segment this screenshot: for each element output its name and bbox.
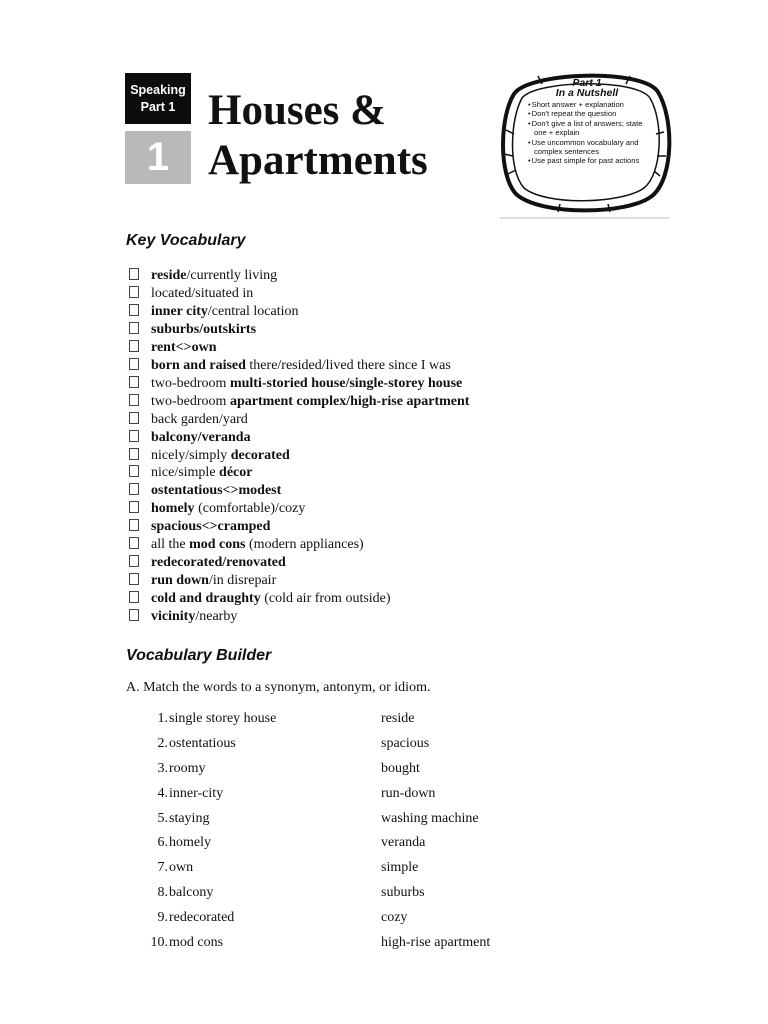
match-number: 1.	[157, 711, 168, 726]
match-option: high-rise apartment	[381, 935, 491, 951]
vocab-text: located/situated in	[151, 285, 254, 301]
nutshell-tip: • Use uncommon vocabulary and complex sentences	[528, 138, 646, 157]
checkbox-icon[interactable]	[129, 412, 139, 424]
vocab-term: ostentatious<>modest	[151, 483, 282, 499]
match-number: 9.	[157, 910, 168, 926]
vocab-text: all the	[151, 537, 190, 553]
vocab-item	[129, 285, 469, 303]
checkbox-icon[interactable]	[129, 519, 139, 531]
nutshell-tip: • Don't give a list of answers; state one + explain	[528, 119, 646, 138]
match-option: spacious	[381, 735, 430, 751]
badge-label	[125, 73, 191, 124]
vocab-item	[129, 554, 469, 572]
title-line-1: Houses &	[208, 87, 386, 134]
vocab-term: rent<>own	[151, 339, 217, 355]
vocab-text: (modern appliances)	[245, 537, 364, 553]
vocab-text: /nearby	[195, 609, 238, 625]
checkbox-icon[interactable]	[129, 465, 139, 477]
match-option: simple	[381, 860, 419, 876]
vocab-item	[129, 393, 469, 411]
nutshell-tip: • Use past simple for past actions	[528, 156, 646, 165]
vocab-item	[129, 500, 469, 518]
checkbox-icon[interactable]	[129, 483, 139, 495]
vocab-term: inner city	[151, 303, 208, 319]
nutshell-content	[528, 78, 646, 166]
vocab-text: there/resided/lived there since I was	[245, 357, 451, 373]
match-term: roomy	[169, 760, 206, 776]
vocab-item	[129, 447, 469, 465]
vocab-item	[129, 357, 469, 375]
vocab-item	[129, 608, 469, 626]
match-option: reside	[381, 711, 415, 726]
checkbox-icon[interactable]	[129, 340, 139, 352]
match-option: veranda	[381, 835, 426, 851]
badge-number: 1	[125, 131, 191, 184]
vocab-item	[129, 590, 469, 608]
page-title	[208, 86, 428, 186]
match-term: homely	[169, 835, 211, 851]
checkbox-icon[interactable]	[129, 376, 139, 388]
checkbox-icon[interactable]	[129, 591, 139, 603]
match-number: 8.	[157, 885, 168, 901]
match-number: 10.	[150, 935, 168, 951]
vocab-text: (cold air from outside)	[260, 591, 391, 607]
checkbox-icon[interactable]	[129, 286, 139, 298]
match-term: redecorated	[169, 910, 235, 926]
vocab-text: back garden/yard	[151, 411, 248, 427]
vocab-term: cold and draughty	[151, 591, 261, 607]
vocab-text: two-bedroom	[151, 393, 230, 409]
vocab-item	[129, 536, 469, 554]
vocab-text: /currently living	[186, 268, 278, 283]
match-option: bought	[381, 760, 420, 776]
match-option: run-down	[381, 785, 436, 801]
vocab-item	[129, 518, 469, 536]
checkbox-icon[interactable]	[129, 609, 139, 621]
nutshell-tip: • Short answer + explanation	[528, 100, 646, 109]
vocab-term: decorated	[230, 447, 290, 463]
badge-line-part: Part 1	[140, 100, 176, 114]
match-term: balcony	[169, 885, 214, 901]
nutshell-box	[498, 70, 672, 220]
checkbox-icon[interactable]	[129, 573, 139, 585]
match-term: own	[169, 860, 194, 876]
vocab-term: vicinity	[151, 609, 196, 625]
vocab-item	[129, 303, 469, 321]
match-number: 3.	[157, 760, 168, 776]
vocab-item	[129, 339, 469, 357]
vocab-term: mod cons	[189, 537, 246, 553]
vocab-term: homely	[151, 501, 195, 517]
vocab-term: born and raised	[151, 357, 246, 373]
checkbox-icon[interactable]	[129, 268, 139, 280]
badge-line-speaking: Speaking	[130, 83, 186, 97]
vocab-item	[129, 429, 469, 447]
vocabulary-builder-heading: Vocabulary Builder	[126, 647, 272, 664]
match-number: 6.	[157, 835, 168, 851]
vocab-item	[129, 464, 469, 482]
vocab-term: redecorated/renovated	[151, 555, 286, 571]
vocab-item	[129, 411, 469, 429]
match-term: staying	[169, 810, 210, 826]
vocab-term: balcony/veranda	[151, 429, 251, 445]
nutshell-tip: • Don't repeat the question	[528, 109, 646, 118]
vocab-term: reside	[151, 268, 187, 283]
vocab-term: suburbs/outskirts	[151, 321, 257, 337]
vocab-term: spacious<>cramped	[151, 519, 271, 535]
match-option: washing machine	[381, 810, 479, 826]
checkbox-icon[interactable]	[129, 394, 139, 406]
checkbox-icon[interactable]	[129, 358, 139, 370]
checkbox-icon[interactable]	[129, 555, 139, 567]
match-option: cozy	[381, 910, 408, 926]
vocab-item	[129, 267, 469, 285]
nutshell-heading-2: In a Nutshell	[555, 87, 619, 99]
vocab-term: multi-storied house/single-storey house	[229, 375, 463, 391]
checkbox-icon[interactable]	[129, 448, 139, 460]
match-term: mod cons	[169, 935, 224, 951]
vocab-term: apartment complex/high-rise apartment	[229, 393, 470, 409]
match-number: 5.	[157, 810, 168, 826]
vocab-item	[129, 321, 469, 339]
key-vocabulary-list	[129, 267, 469, 626]
vocab-text: (comfortable)/cozy	[194, 501, 306, 517]
checkbox-icon[interactable]	[129, 501, 139, 513]
checkbox-icon[interactable]	[129, 430, 139, 442]
match-number: 2.	[157, 735, 168, 751]
checkbox-icon[interactable]	[129, 304, 139, 316]
match-number: 4.	[157, 785, 168, 801]
vocab-term: décor	[219, 465, 253, 481]
section-badge	[125, 73, 191, 184]
nutshell-tips-list	[528, 100, 646, 166]
match-number: 7.	[157, 860, 168, 876]
vocab-text: /central location	[207, 303, 299, 319]
match-option: suburbs	[381, 885, 425, 901]
vocab-item	[129, 375, 469, 393]
vocab-item	[129, 482, 469, 500]
checkbox-icon[interactable]	[129, 322, 139, 334]
nutshell-heading-1: Part 1	[572, 77, 602, 89]
vocab-term: run down	[151, 573, 209, 589]
exercise-instruction: A. Match the words to a synonym, antonym, or idiom.	[126, 680, 431, 695]
vocab-text: two-bedroom	[151, 375, 230, 391]
title-line-2: Apartments	[208, 137, 428, 184]
checkbox-icon[interactable]	[129, 537, 139, 549]
match-term: ostentatious	[169, 735, 236, 751]
vocab-item	[129, 572, 469, 590]
vocab-text: nice/simple	[151, 465, 220, 481]
match-term: inner-city	[169, 785, 224, 801]
key-vocabulary-heading: Key Vocabulary	[126, 232, 246, 249]
vocab-text: nicely/simply	[151, 447, 231, 463]
vocab-text: /in disrepair	[208, 573, 277, 589]
match-term: single storey house	[169, 711, 277, 726]
